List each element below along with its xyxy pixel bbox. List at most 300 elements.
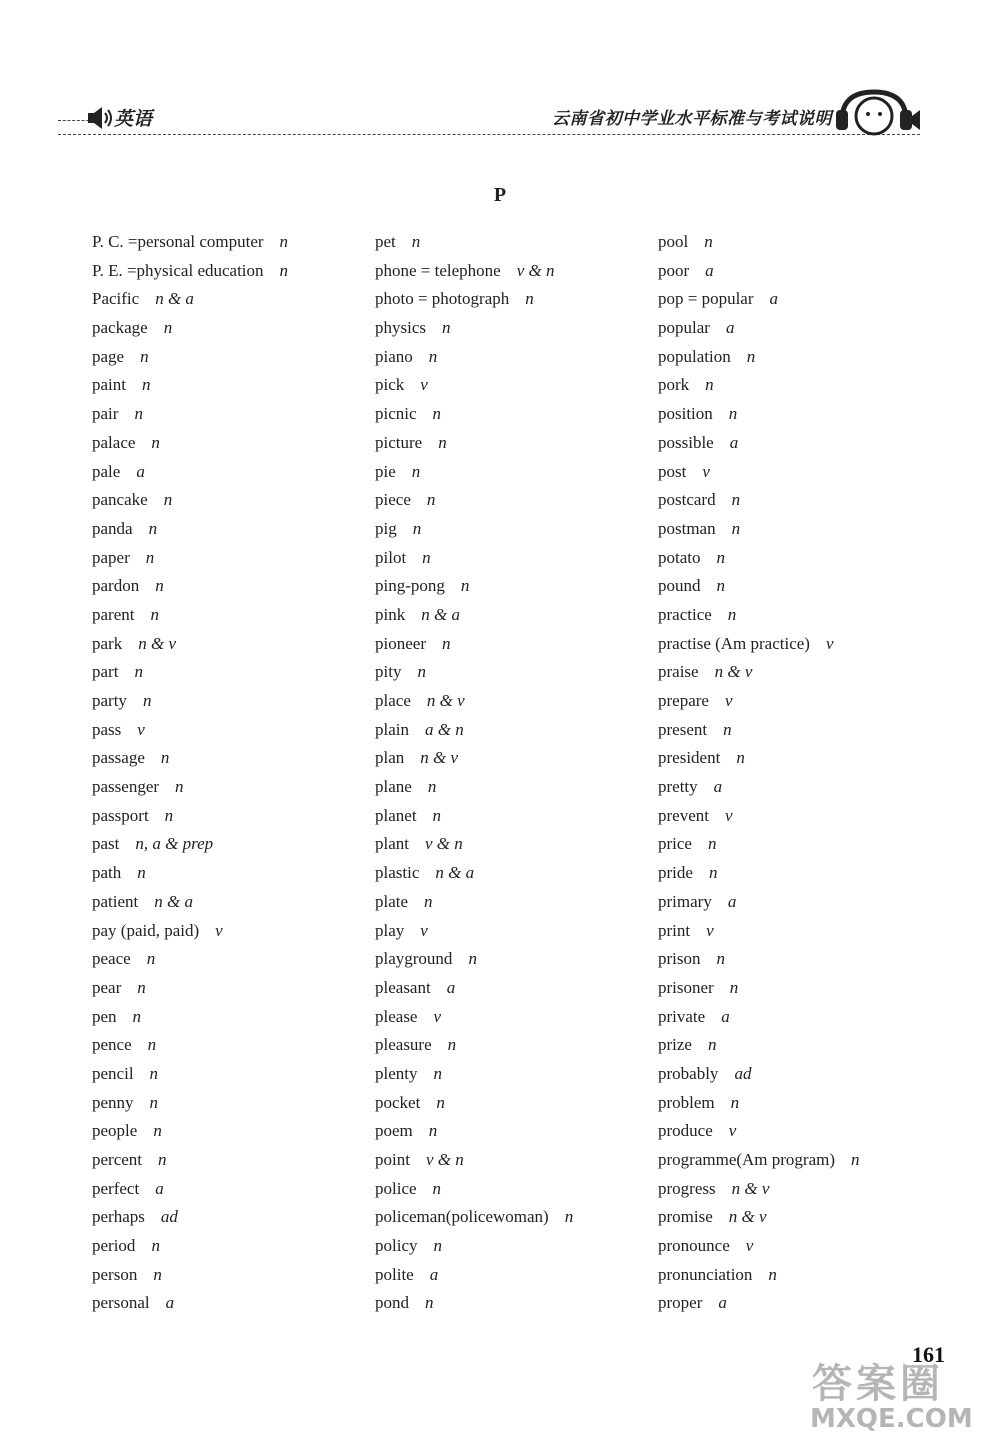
vocab-word: pleasant [375, 977, 431, 997]
part-of-speech: n [716, 576, 725, 596]
headphone-mascot-icon [834, 86, 920, 138]
vocab-entry [375, 257, 645, 286]
part-of-speech: n [428, 1121, 438, 1141]
vocab-word: pig [375, 518, 397, 538]
vocab-word: plant [375, 834, 409, 854]
watermark-url: MXQE.COM [810, 1404, 973, 1434]
part-of-speech: n [422, 547, 431, 567]
part-of-speech: n [723, 719, 732, 739]
part-of-speech: n [432, 404, 442, 424]
vocab-entry [658, 802, 958, 831]
vocab-word: proper [658, 1293, 703, 1313]
vocab-entry [658, 1175, 958, 1204]
vocab-entry [92, 716, 362, 745]
vocab-entry [658, 1089, 958, 1118]
part-of-speech: n [160, 748, 170, 768]
vocab-word: pleasure [375, 1035, 432, 1055]
vocab-word: pass [92, 719, 122, 739]
vocab-entry [92, 630, 362, 659]
vocab-word: pear [92, 977, 122, 997]
vocab-entry [92, 400, 362, 429]
part-of-speech: n [146, 949, 156, 969]
vocab-word: poor [658, 260, 690, 280]
part-of-speech: n [716, 547, 725, 567]
part-of-speech: n & a [435, 863, 475, 883]
part-of-speech: v [137, 719, 145, 739]
vocab-entry [375, 716, 645, 745]
vocab-entry [92, 572, 362, 601]
part-of-speech: a [718, 1293, 727, 1313]
vocab-word: plain [375, 719, 409, 739]
vocab-entry [658, 1060, 958, 1089]
vocab-entry [375, 1031, 645, 1060]
part-of-speech: n [412, 518, 422, 538]
part-of-speech: n [468, 949, 477, 969]
vocab-word: package [92, 318, 148, 338]
vocab-word: pretty [658, 777, 698, 797]
part-of-speech: v [702, 461, 710, 481]
part-of-speech: n [153, 1264, 162, 1284]
vocab-word: pork [658, 375, 690, 395]
vocab-entry [92, 802, 362, 831]
part-of-speech: n [134, 404, 143, 424]
vocab-entry [375, 744, 645, 773]
vocab-entry [375, 486, 645, 515]
part-of-speech: n & a [421, 604, 460, 624]
part-of-speech: n [163, 318, 173, 338]
vocab-word: party [92, 691, 127, 710]
vocab-entry [658, 630, 958, 659]
vocab-word: private [658, 1006, 706, 1026]
vocab-entry [92, 1175, 362, 1204]
vocab-entry [92, 1031, 362, 1060]
part-of-speech: n [731, 518, 741, 538]
part-of-speech: a [713, 777, 723, 797]
vocab-word: pale [92, 461, 121, 481]
part-of-speech: a [165, 1293, 175, 1313]
part-of-speech: n [851, 1150, 860, 1169]
vocab-word: plan [375, 748, 405, 768]
vocab-entry [92, 687, 362, 716]
vocab-word: post [658, 461, 687, 481]
part-of-speech: n [175, 777, 184, 797]
vocab-word: polite [375, 1264, 414, 1284]
vocab-word: possible [658, 432, 714, 452]
part-of-speech: n [433, 1236, 442, 1256]
watermark-chinese: 答案圈 [812, 1361, 944, 1407]
part-of-speech: v [420, 375, 428, 395]
vocab-word: photo = photograph [375, 289, 510, 309]
part-of-speech: n [151, 1236, 160, 1256]
vocab-entry [658, 429, 958, 458]
part-of-speech: n [460, 576, 470, 596]
vocab-word: paint [92, 375, 126, 395]
vocab-word: perhaps [92, 1207, 145, 1227]
vocab-word: population [658, 346, 731, 366]
vocab-word: personal [92, 1293, 150, 1313]
vocab-entry [92, 314, 362, 343]
vocab-word: programme(Am program) [658, 1150, 836, 1169]
vocab-word: pool [658, 232, 689, 251]
vocab-word: piece [375, 490, 411, 510]
vocab-word: phone = telephone [375, 260, 501, 280]
part-of-speech: n [164, 805, 174, 825]
part-of-speech: n [155, 576, 164, 596]
vocab-entry [92, 429, 362, 458]
part-of-speech: v [420, 920, 428, 940]
header-title: 云南省初中学业水平标准与考试说明 [552, 109, 832, 129]
vocab-entry [92, 830, 362, 859]
vocab-entry [375, 945, 645, 974]
vocab-word: playground [375, 949, 453, 969]
vocab-entry [658, 744, 958, 773]
vocab-word: period [92, 1236, 136, 1256]
vocab-word: pioneer [375, 633, 426, 653]
vocab-word: probably [658, 1063, 719, 1083]
part-of-speech: ad [734, 1063, 752, 1083]
vocab-word: parent [92, 604, 135, 624]
word-column-1 [92, 228, 362, 1318]
part-of-speech: a [729, 432, 739, 452]
part-of-speech: n [142, 691, 152, 710]
part-of-speech: v [706, 920, 714, 940]
vocab-word: plate [375, 891, 409, 911]
vocab-word: pound [658, 576, 701, 596]
vocab-entry [658, 773, 958, 802]
part-of-speech: a [155, 1178, 164, 1198]
vocab-entry [658, 945, 958, 974]
part-of-speech: n [705, 375, 714, 395]
vocab-entry [375, 1261, 645, 1290]
vocab-entry [658, 601, 958, 630]
vocab-entry [375, 1289, 645, 1318]
vocab-entry [92, 1060, 362, 1089]
vocab-entry [92, 257, 362, 286]
vocab-word: penny [92, 1092, 134, 1112]
vocab-word: pencil [92, 1063, 134, 1083]
vocab-word: pair [92, 404, 119, 424]
vocab-word: picnic [375, 404, 417, 424]
vocab-word: practise (Am practice) [658, 633, 810, 653]
part-of-speech: v & n [516, 260, 555, 280]
vocab-entry [92, 486, 362, 515]
vocab-entry [92, 859, 362, 888]
part-of-speech: n [142, 375, 151, 395]
part-of-speech: n & a [154, 891, 193, 911]
part-of-speech: n [447, 1035, 457, 1055]
vocab-entry [92, 1203, 362, 1232]
vocab-word: ping-pong [375, 576, 445, 596]
vocab-entry [375, 1146, 645, 1175]
vocab-word: potato [658, 547, 701, 567]
vocab-entry [375, 1003, 645, 1032]
vocab-word: pie [375, 461, 396, 481]
vocab-word: point [375, 1150, 410, 1169]
part-of-speech: n [417, 662, 426, 682]
vocab-entry [375, 1175, 645, 1204]
part-of-speech: n [153, 1121, 162, 1141]
vocab-word: P. C. =personal computer [92, 232, 264, 251]
vocab-word: produce [658, 1121, 713, 1141]
vocab-word: people [92, 1121, 138, 1141]
vocab-entry [92, 343, 362, 372]
vocab-word: postcard [658, 490, 716, 510]
vocab-entry [658, 515, 958, 544]
vocab-entry [375, 1060, 645, 1089]
vocab-entry [92, 945, 362, 974]
vocab-word: pardon [92, 576, 140, 596]
vocab-word: prison [658, 949, 701, 969]
vocab-entry [92, 773, 362, 802]
vocab-entry [658, 371, 958, 400]
vocab-word: pronunciation [658, 1264, 753, 1284]
part-of-speech: v [745, 1236, 754, 1256]
part-of-speech: a [769, 289, 779, 309]
vocab-word: page [92, 346, 125, 366]
vocab-word: president [658, 748, 721, 768]
vocab-entry [375, 974, 645, 1003]
vocab-entry [658, 859, 958, 888]
part-of-speech: n [704, 232, 713, 251]
vocab-word: pilot [375, 547, 407, 567]
vocab-entry [92, 228, 362, 257]
vocab-word: pocket [375, 1092, 421, 1112]
vocab-entry [92, 1289, 362, 1318]
vocab-entry [375, 630, 645, 659]
word-column-3 [658, 228, 958, 1318]
part-of-speech: n & v [731, 1178, 770, 1198]
vocab-entry [375, 1203, 645, 1232]
vocab-word: pen [92, 1006, 117, 1026]
part-of-speech: a [136, 461, 145, 481]
vocab-word: pay (paid, paid) [92, 920, 200, 940]
vocab-entry [92, 1003, 362, 1032]
vocab-entry [658, 888, 958, 917]
vocab-entry [92, 658, 362, 687]
vocab-word: pick [375, 375, 405, 395]
vocab-entry [375, 1089, 645, 1118]
part-of-speech: a [429, 1264, 439, 1284]
vocab-word: physics [375, 318, 426, 338]
vocab-word: promise [658, 1207, 713, 1227]
vocab-word: planet [375, 805, 417, 825]
part-of-speech: n [424, 891, 433, 911]
vocab-entry [658, 716, 958, 745]
part-of-speech: n [442, 318, 451, 338]
vocab-word: print [658, 920, 691, 940]
header-subject: 英语 [114, 108, 153, 130]
vocab-entry [375, 228, 645, 257]
part-of-speech: n [438, 432, 447, 452]
part-of-speech: n [707, 834, 717, 854]
part-of-speech: n [716, 949, 725, 969]
vocab-entry [658, 228, 958, 257]
vocab-word: panda [92, 518, 133, 538]
vocab-word: percent [92, 1150, 143, 1169]
vocab-word: P. E. =physical education [92, 260, 264, 280]
vocab-word: patient [92, 891, 139, 911]
vocab-word: pink [375, 604, 406, 624]
part-of-speech: n & v [714, 662, 753, 682]
part-of-speech: n & a [155, 289, 194, 309]
part-of-speech: n & v [420, 748, 459, 768]
vocab-entry [92, 917, 362, 946]
part-of-speech: n [425, 1293, 434, 1313]
vocab-entry [375, 1117, 645, 1146]
vocab-entry [375, 773, 645, 802]
part-of-speech: n [728, 404, 738, 424]
vocab-word: poem [375, 1121, 413, 1141]
page-number: 161 [912, 1342, 945, 1367]
part-of-speech: n [564, 1207, 574, 1227]
vocab-word: policeman(policewoman) [375, 1207, 549, 1227]
page-header [58, 98, 920, 140]
vocab-entry [92, 1089, 362, 1118]
part-of-speech: n [525, 289, 534, 309]
vocab-entry [92, 888, 362, 917]
vocab-entry [658, 314, 958, 343]
vocab-word: passage [92, 748, 145, 768]
part-of-speech: n [145, 547, 155, 567]
part-of-speech: n [428, 346, 438, 366]
vocab-word: prepare [658, 691, 709, 710]
part-of-speech: n [411, 232, 421, 251]
part-of-speech: v [724, 805, 733, 825]
vocab-word: picture [375, 432, 423, 452]
vocab-entry [658, 572, 958, 601]
part-of-speech: v & n [425, 1150, 464, 1169]
vocab-word: position [658, 404, 713, 424]
vocab-word: pity [375, 662, 402, 682]
vocab-entry [658, 400, 958, 429]
vocab-entry [375, 601, 645, 630]
vocab-entry [92, 744, 362, 773]
vocab-entry [658, 830, 958, 859]
part-of-speech: n & v [728, 1207, 767, 1227]
vocab-entry [375, 458, 645, 487]
vocab-word: pop = popular [658, 289, 754, 309]
vocab-entry [92, 601, 362, 630]
part-of-speech: n [730, 1092, 740, 1112]
vocab-word: place [375, 691, 411, 710]
part-of-speech: n [137, 977, 146, 997]
part-of-speech: n [279, 232, 289, 251]
vocab-entry [92, 1117, 362, 1146]
vocab-word: primary [658, 891, 712, 911]
vocab-entry [92, 1261, 362, 1290]
part-of-speech: v [433, 1006, 442, 1026]
section-letter: P [493, 184, 507, 206]
vocab-entry [658, 917, 958, 946]
part-of-speech: n [150, 604, 159, 624]
part-of-speech: ad [160, 1207, 178, 1227]
vocab-entry [658, 544, 958, 573]
vocab-entry [375, 830, 645, 859]
vocab-entry [92, 974, 362, 1003]
vocab-word: park [92, 633, 123, 653]
vocab-entry [375, 285, 645, 314]
part-of-speech: n [134, 662, 143, 682]
part-of-speech: a [446, 977, 456, 997]
vocab-word: practice [658, 604, 712, 624]
vocab-entry [92, 1146, 362, 1175]
part-of-speech: n [731, 490, 741, 510]
vocab-word: prisoner [658, 977, 714, 997]
vocab-word: problem [658, 1092, 715, 1112]
vocab-word: present [658, 719, 708, 739]
vocab-word: passenger [92, 777, 160, 797]
vocab-word: person [92, 1264, 138, 1284]
vocab-entry [375, 429, 645, 458]
part-of-speech: n [426, 490, 436, 510]
part-of-speech: v [728, 1121, 737, 1141]
part-of-speech: n [729, 977, 739, 997]
vocab-entry [375, 658, 645, 687]
vocab-word: pride [658, 863, 693, 883]
vocab-word: path [92, 863, 122, 883]
part-of-speech: a [705, 260, 714, 280]
part-of-speech: n [727, 604, 737, 624]
vocab-entry [375, 888, 645, 917]
vocab-entry [375, 515, 645, 544]
part-of-speech: n [149, 1063, 159, 1083]
part-of-speech: n [151, 432, 160, 452]
vocab-entry [658, 1232, 958, 1261]
part-of-speech: n [279, 260, 289, 280]
part-of-speech: n [432, 805, 442, 825]
vocab-entry [658, 1003, 958, 1032]
part-of-speech: a [727, 891, 737, 911]
vocab-word: pond [375, 1293, 409, 1313]
vocab-word: piano [375, 346, 413, 366]
vocab-entry [92, 544, 362, 573]
vocab-entry [92, 285, 362, 314]
vocab-word: paper [92, 547, 130, 567]
vocab-entry [658, 1031, 958, 1060]
vocab-entry [658, 285, 958, 314]
vocab-entry [658, 1146, 958, 1175]
vocab-entry [658, 974, 958, 1003]
vocab-entry [375, 917, 645, 946]
vocab-entry [375, 572, 645, 601]
part-of-speech: n [149, 1092, 159, 1112]
vocab-entry [658, 458, 958, 487]
vocab-entry [658, 1117, 958, 1146]
vocab-word: prevent [658, 805, 709, 825]
part-of-speech: n [148, 518, 158, 538]
vocab-entry [375, 400, 645, 429]
vocab-entry [375, 687, 645, 716]
part-of-speech: n [147, 1035, 157, 1055]
vocab-entry [92, 515, 362, 544]
vocab-entry [658, 486, 958, 515]
vocab-entry [658, 1203, 958, 1232]
vocab-word: peace [92, 949, 131, 969]
vocab-entry [375, 802, 645, 831]
part-of-speech: n [708, 863, 718, 883]
vocab-word: Pacific [92, 289, 140, 309]
part-of-speech: v [215, 920, 223, 940]
part-of-speech: v & n [425, 834, 463, 854]
part-of-speech: n [707, 1035, 717, 1055]
part-of-speech: n [411, 461, 421, 481]
part-of-speech: n [768, 1264, 777, 1284]
vocab-entry [658, 658, 958, 687]
vocab-entry [658, 687, 958, 716]
part-of-speech: n [736, 748, 745, 768]
part-of-speech: n [158, 1150, 167, 1169]
part-of-speech: v [724, 691, 733, 710]
